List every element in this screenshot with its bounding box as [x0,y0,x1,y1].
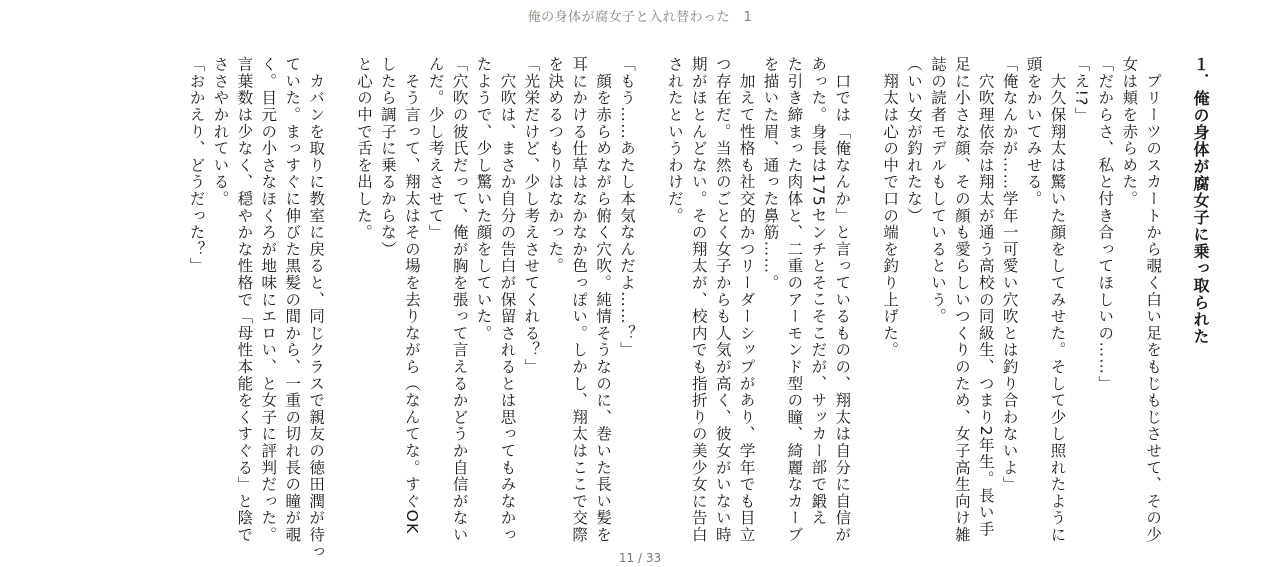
text-line: 「俺なんかが……学年一可愛い穴吹とは釣り合わないよ」 [1000,56,1019,493]
text-line: たようで、少し驚いた顔をしていた。 [474,56,493,342]
text-line: 耳にかける仕草はなかなか色っぽい。しかし、翔太はここで交際 [570,56,589,544]
text-line: ささやかれている。 [211,56,230,208]
text-line: 翔太は心の中で口の端を釣り上げた。 [881,56,900,359]
text-line: 「光栄だけど、少し考えさせてくれる？」 [522,56,541,376]
text-line: 頭をかいてみせる。 [1024,56,1043,208]
text-line: そう言って、翔太はその場を去りながら（なんてな。すぐOK [402,56,421,535]
text-line: 誌の読者モデルもしているという。 [928,56,947,325]
text-line: したら調子に乗るからな） [378,56,397,258]
text-line: カバンを取りに教室に戻ると、同じクラスで親友の徳田潤が待っ [307,56,326,560]
text-line: んだ。少し考えさせて」 [426,56,445,241]
heading-gap [1164,56,1188,536]
text-line: 大久保翔太は驚いた顔をしてみせた。そして少し照れたように [1048,56,1067,544]
text-line: 期がほとんどない。その翔太が、校内でも指折りの美少女に告白 [689,56,708,544]
text-line: 加えて性格も社交的かつリーダーシップがあり、学年でも目立 [737,56,756,544]
text-line: 「おかえり、どうだった？」 [187,56,206,275]
text-line: 「穴吹の彼氏だって、俺が胸を張って言えるかどうか自信がない [450,56,469,544]
section-gap [853,56,877,536]
text-line: と心の中で舌を出した。 [355,56,373,241]
text-line: 穴吹理依奈は翔太が通う高校の同級生、つまり2年生。長い手 [976,56,995,538]
text-line: ていた。まっすぐに伸びた黒髪の間から、一重の切れ長の瞳が覗 [283,56,302,544]
document-title: 俺の身体が腐女子と入れ替わった 1 [527,10,753,25]
text-line: を決めるつもりはなかった。 [546,56,565,275]
text-line: 「もう……あたし本気なんだよ……？」 [617,56,636,359]
text-line: されたというわけだ。 [665,56,684,224]
text-line: 「だからさ、私と付き合ってほしいの……」 [1096,56,1115,392]
chapter-heading: １．俺の身体が腐女子に乗っ取られた [1191,56,1210,345]
text-line: あった。身長は175センチとそこそこだが、サッカー部で鍛え [809,56,828,527]
text-line: 言葉数は少なく、穏やかな性格で「母性本能をくすぐる」と陰で [235,56,254,544]
text-line: （いい女が釣れたな） [905,56,924,224]
text-line: た引き締まった肉体と、二重のアーモンド型の瞳、綺麗なカーブ [785,56,804,544]
text-line: 足に小さな顔、その顔も愛らしいつくりのため、女子高生向け雑 [952,56,971,544]
section-gap [638,56,662,536]
text-line: つ存在だ。当然のごとく女子からも人気が高く、彼女がいない時 [713,56,732,544]
text-line: く。目元の小さなほくろが地味にエロい、と女子に評判だった。 [259,56,278,544]
text-line: プリーツのスカートから覗く白い足をもじもじさせて、その少 [1144,56,1163,544]
text-line: 「え!?」 [1072,56,1091,124]
text-line: 穴吹は、まさか自分の告白が保留されるとは思ってもみなかっ [498,56,517,544]
text-line: 女は頬を赤らめた。 [1120,56,1139,208]
text-line: を描いた眉、通った鼻筋……。 [761,56,780,292]
section-gap [327,56,351,536]
page-indicator: 11 / 33 [618,551,662,565]
text-line: 口では「俺なんか」と言っているものの、翔太は自分に自信が [833,56,852,544]
text-line: 顔を赤らめながら俯く穴吹。純情そうなのに、巻いた長い髪を [594,56,613,544]
